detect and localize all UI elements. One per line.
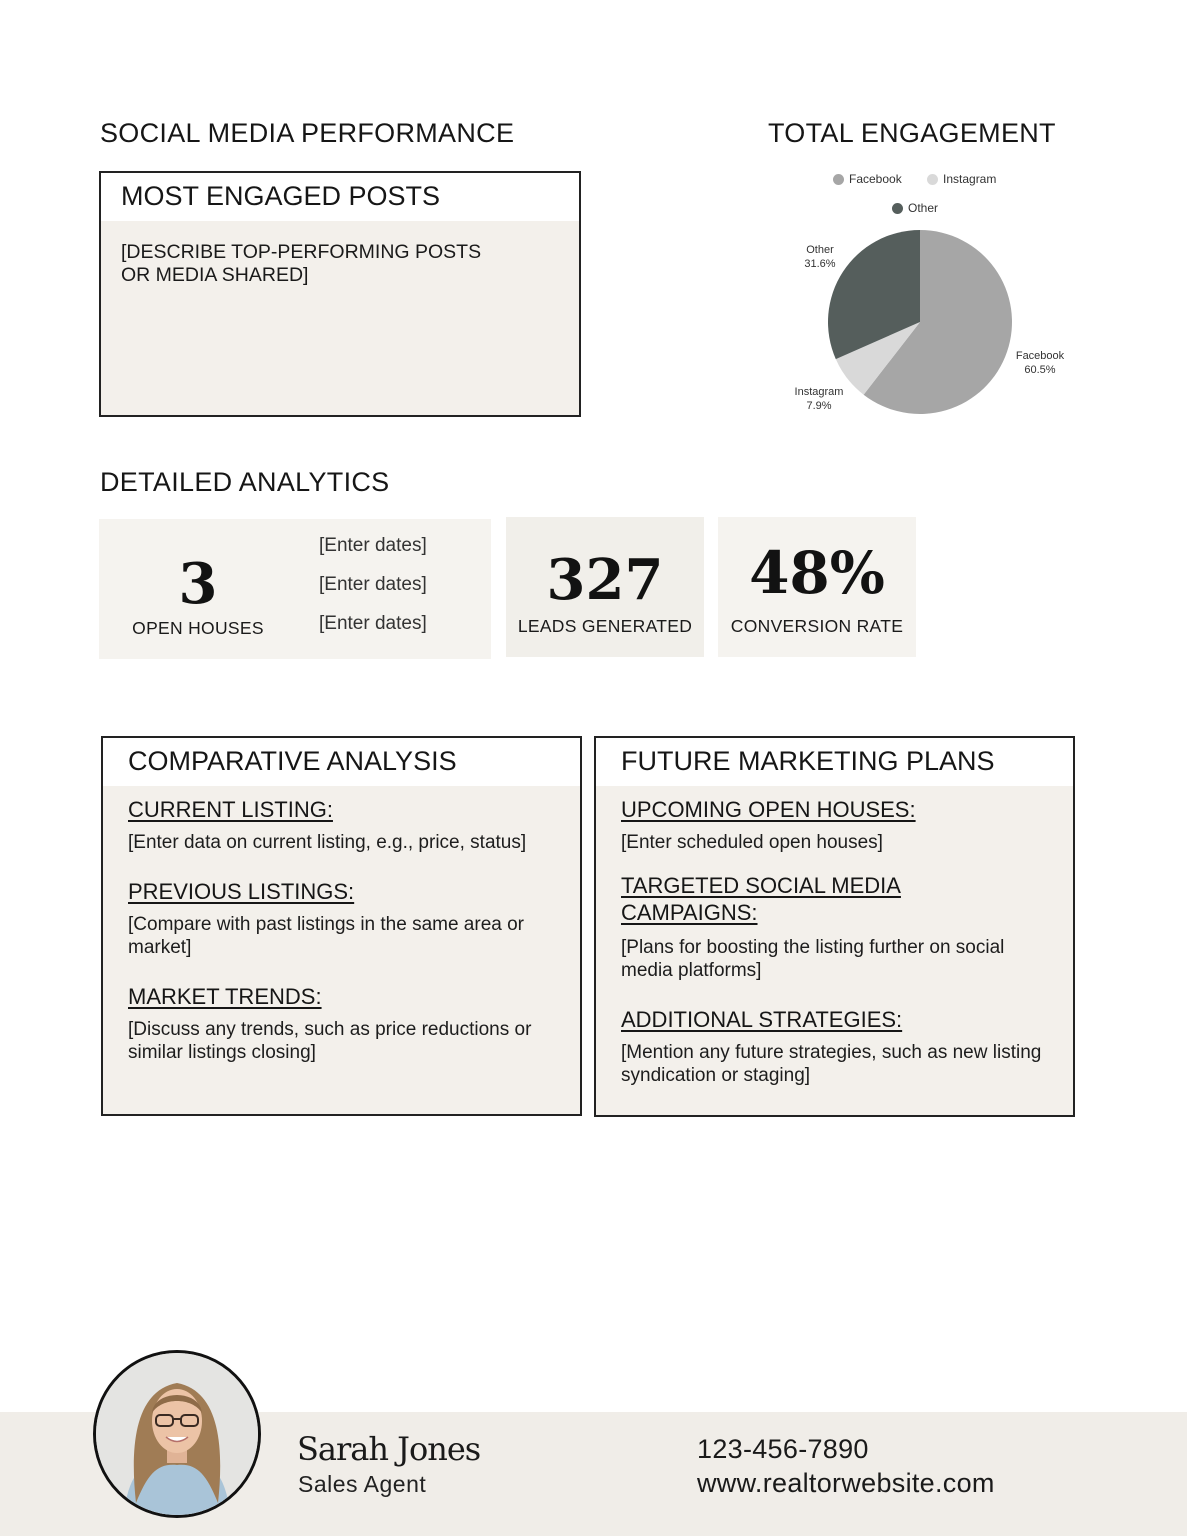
pie-label-instagram-name: Instagram [794, 386, 844, 398]
social-media-title: SOCIAL MEDIA PERFORMANCE [100, 118, 515, 148]
future-marketing-box [594, 736, 1075, 1117]
open-houses-card [99, 519, 491, 659]
pie-label-instagram-value: 7.9% [806, 400, 832, 412]
comparative-analysis-body [103, 786, 580, 1064]
comparative-analysis-box [101, 736, 582, 1116]
market-trends-heading: MARKET TRENDS: [128, 984, 322, 1009]
detailed-analytics-title: DETAILED ANALYTICS [100, 467, 390, 497]
agent-phone: 123-456-7890 [697, 1434, 869, 1464]
legend-swatch-facebook [833, 174, 844, 185]
conversion-rate-card [718, 517, 916, 657]
comparative-analysis-title: COMPARATIVE ANALYSIS [103, 738, 580, 786]
legend-item-instagram [927, 172, 996, 186]
legend-label-instagram: Instagram [943, 172, 997, 186]
open-houses-value: 3 [178, 551, 218, 617]
most-engaged-posts-body: [DESCRIBE TOP-PERFORMING POSTS OR MEDIA SHARED] [121, 241, 482, 286]
legend-label-other: Other [908, 201, 939, 215]
pie-label-other [790, 243, 850, 271]
legend-item-other [892, 201, 938, 215]
pie-label-other-name: Other [806, 244, 834, 256]
conversion-rate-value: 48% [749, 539, 885, 607]
open-houses-label: OPEN HOUSES [132, 618, 264, 638]
agent-name: Sarah Jones [297, 1430, 481, 1468]
additional-strategies-text: [Mention any future strategies, such as new listing syndication or staging] [621, 1042, 1042, 1086]
leads-generated-card [506, 517, 704, 657]
open-house-date-2: [Enter dates] [319, 574, 427, 595]
agent-portrait-image [96, 1353, 258, 1515]
previous-listings-text: [Compare with past listings in the same area or market] [128, 914, 525, 958]
pie-label-facebook [1004, 349, 1076, 377]
market-trends-text: [Discuss any trends, such as price reductions or similar listings closing] [128, 1019, 532, 1063]
pie-label-other-value: 31.6% [804, 258, 836, 270]
open-house-date-1: [Enter dates] [319, 535, 427, 556]
pie-label-facebook-value: 60.5% [1024, 364, 1056, 376]
upcoming-open-houses-heading: UPCOMING OPEN HOUSES: [621, 797, 916, 822]
open-house-date-3: [Enter dates] [319, 613, 427, 634]
leads-generated-value: 327 [546, 547, 664, 613]
leads-generated-label: LEADS GENERATED [517, 616, 693, 636]
agent-website: www.realtorwebsite.com [697, 1468, 995, 1498]
targeted-campaigns-text: [Plans for boosting the listing further on social media platforms] [621, 937, 1005, 981]
total-engagement-title: TOTAL ENGAGEMENT [768, 118, 1056, 148]
most-engaged-posts-title: MOST ENGAGED POSTS [101, 173, 579, 221]
legend-label-facebook: Facebook [849, 172, 902, 186]
conversion-rate-label: CONVERSION RATE [730, 616, 904, 636]
additional-strategies-heading: ADDITIONAL STRATEGIES: [621, 1007, 903, 1032]
legend-swatch-instagram [927, 174, 938, 185]
agent-role: Sales Agent [298, 1471, 427, 1497]
pie-label-instagram [782, 385, 856, 413]
current-listing-heading: CURRENT LISTING: [128, 797, 333, 822]
agent-avatar [93, 1350, 261, 1518]
legend-item-facebook [833, 172, 902, 186]
pie-label-facebook-name: Facebook [1015, 350, 1065, 362]
most-engaged-posts-box [99, 171, 581, 417]
current-listing-text: [Enter data on current listing, e.g., price, status] [128, 832, 527, 853]
upcoming-open-houses-text: [Enter scheduled open houses] [621, 832, 883, 853]
legend-swatch-other [892, 203, 903, 214]
future-marketing-body [596, 786, 1073, 1087]
targeted-campaigns-heading: TARGETED SOCIAL MEDIA CAMPAIGNS: [621, 873, 901, 925]
previous-listings-heading: PREVIOUS LISTINGS: [128, 879, 355, 904]
future-marketing-title: FUTURE MARKETING PLANS [596, 738, 1073, 786]
